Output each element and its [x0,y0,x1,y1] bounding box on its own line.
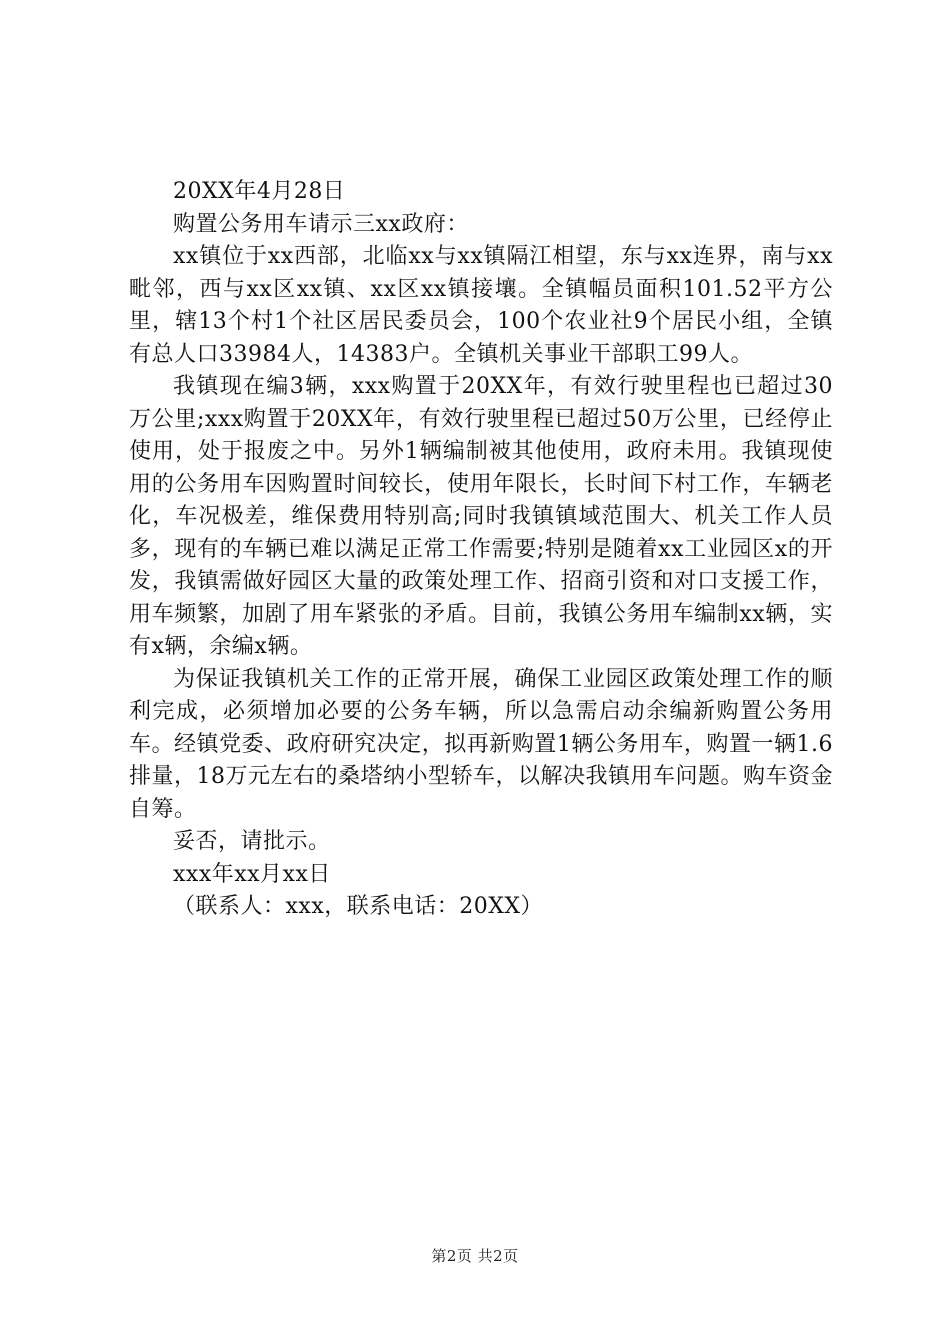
document-body [129,176,833,924]
date-line: 20XX年4月28日 [173,179,346,204]
paragraph-vehicle-status: 我镇现在编3辆，xxx购置于20XX年，有效行驶里程也已超过30万公里;xxx购置于20XX年，有效行驶里程已超过50万公里，已经停止使用，处于报废之中。另外1辆编制被其他使用，政府未用。我镇现使用的公务用车因购置时间较长，使用年限长，长时间下村工作，车辆老化，车况极差，维保费用特别高;同时我镇镇域范围大、机关工作人员多，现有的车辆已难以满足正常工作需要;特别是随着xx工业园区x的开发，我镇需做好园区大量的政策处理工作、招商引资和对口支援工作，用车频繁，加剧了用车紧张的矛盾。目前，我镇公务用车编制xx辆，实有x辆，余编x辆。 [129,374,833,659]
paragraph-purchase-request: 为保证我镇机关工作的正常开展，确保工业园区政策处理工作的顺利完成，必须增加必要的公务车辆，所以急需启动余编新购置公务用车。经镇党委、政府研究决定，拟再新购置1辆公务用车，购置一辆1.6排量，18万元左右的桑塔纳小型轿车，以解决我镇用车问题。购车资金自筹。 [129,666,833,822]
page-indicator: 第2页 共2页 [431,1247,519,1265]
heading-line: 购置公务用车请示三xx政府： [173,211,469,237]
signature-date: xxx年xx月xx日 [173,861,331,887]
closing-line: 妥否，请批示。 [173,829,331,854]
paragraph-town-overview: xx镇位于xx西部，北临xx与xx镇隔江相望，东与xx连界，南与xx毗邻，西与xx区xx镇、xx区xx镇接壤。全镇幅员面积101.52平方公里，辖13个村1个社区居民委员会，100个农业社9个居民小组，全镇有总人口33984人，14383户。全镇机关事业干部职工99人。 [129,244,833,367]
page-footer [0,1245,950,1266]
contact-line: （联系人：xxx，联系电话：20XX） [173,894,544,919]
